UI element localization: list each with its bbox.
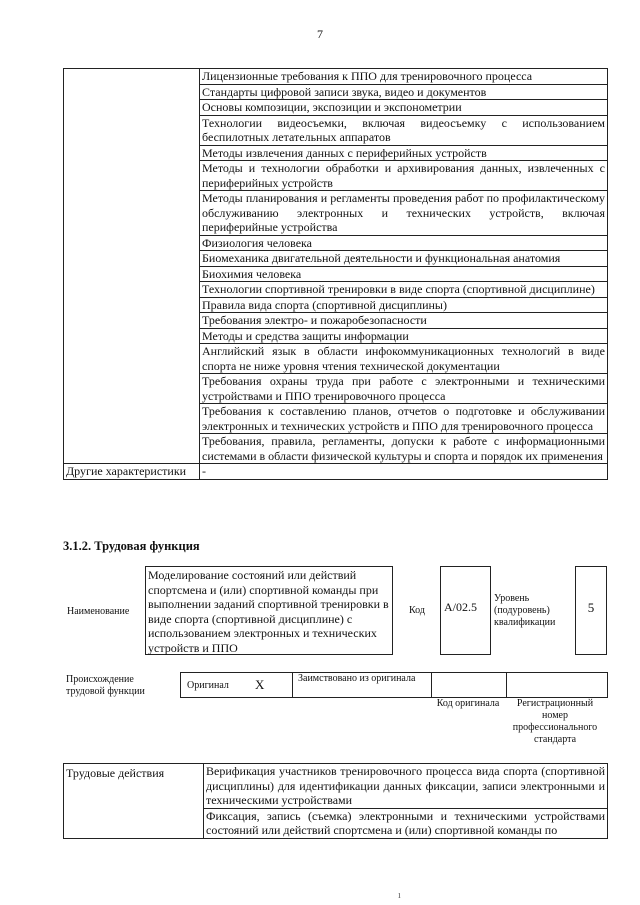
reg-number-label: Регистрационный номер профессионального стандарта <box>512 698 598 745</box>
knowledge-item: Физиология человека <box>200 235 608 251</box>
code-original-cell <box>432 673 507 697</box>
scan-mark: ı <box>398 890 401 901</box>
other-characteristics-value: - <box>200 464 608 480</box>
section-heading: 3.1.2. Трудовая функция <box>63 539 200 553</box>
code-box: А/02.5 <box>440 566 491 655</box>
knowledge-item: Технологии спортивной тренировки в виде спорта (спортивной дисциплине) <box>200 282 608 298</box>
knowledge-item: Методы извлечения данных с периферийных устройств <box>200 145 608 161</box>
knowledge-item: Методы и технологии обработки и архивирования данных, извлеченных с периферийных устройств <box>200 161 608 191</box>
borrowed-label: Заимствовано из оригинала <box>298 673 416 684</box>
knowledge-item: Правила вида спорта (спортивной дисциплины) <box>200 297 608 313</box>
knowledge-item: Требования электро- и пожаробезопасности <box>200 313 608 329</box>
knowledge-item: Стандарты цифровой записи звука, видео и документов <box>200 84 608 100</box>
knowledge-item: Биохимия человека <box>200 266 608 282</box>
original-label: Оригинал <box>187 680 229 691</box>
original-mark: Х <box>255 677 265 692</box>
knowledge-item: Технологии видеосъемки, включая видеосъемку с использованием беспилотных летательных аппаратов <box>200 115 608 145</box>
knowledge-item: Основы композиции, экспозиции и экспонометрии <box>200 100 608 116</box>
labor-action-item: Верификация участников тренировочного процесса вида спорта (спортивной дисциплины) для идентификации данных фиксации, записи электронными и техническими устройствами <box>204 764 608 809</box>
qualification-level-label: Уровень (подуровень) квалификации <box>494 593 556 628</box>
qualification-level-box: 5 <box>575 566 607 655</box>
knowledge-item: Методы и средства защиты информации <box>200 328 608 344</box>
labor-actions-table <box>63 763 608 839</box>
other-characteristics-label: Другие характеристики <box>64 464 200 480</box>
function-name-label: Наименование <box>67 606 130 617</box>
knowledge-item: Биомеханика двигательной деятельности и функциональная анатомия <box>200 251 608 267</box>
origin-row <box>180 672 608 698</box>
function-name-box: Моделирование состояний или действий спортсмена и (или) спортивной команды при выполнении заданий спортивной тренировки в виде спорта (спортивной дисциплине) с использованием электронных и технических устройств и ППО <box>145 566 393 655</box>
origin-label: Происхождение трудовой функции <box>66 674 145 697</box>
knowledge-item: Требования, правила, регламенты, допуски к работе с информационными системами в области физической культуры и спорта и порядок их применения <box>200 434 608 464</box>
table-row <box>64 464 608 480</box>
borrowed-cell <box>293 673 432 697</box>
labor-action-item: Фиксация, запись (съемка) электронными и техническими устройствами состояний или действий спортсмена и (или) спортивной команды по <box>204 808 608 838</box>
labor-actions-label: Трудовые действия <box>64 764 204 839</box>
original-cell <box>181 673 293 697</box>
code-original-label: Код оригинала <box>436 698 500 709</box>
table-row <box>64 764 608 809</box>
table-row <box>64 69 608 85</box>
knowledge-item: Лицензионные требования к ППО для тренировочного процесса <box>200 69 608 85</box>
knowledge-item: Требования охраны труда при работе с электронными и техническими устройствами и ППО тренировочного процесса <box>200 374 608 404</box>
knowledge-item: Требования к составлению планов, отчетов о подготовке и обслуживании электронных и технических устройств и ППО для тренировочного процесса <box>200 404 608 434</box>
knowledge-item: Английский язык в области инфокоммуникационных технологий в виде спорта не ниже уровня чтения технической документации <box>200 344 608 374</box>
code-label: Код <box>409 605 425 616</box>
page-number: 7 <box>317 27 323 41</box>
knowledge-item: Методы планирования и регламенты проведения работ по профилактическому обслуживанию электронных и технических устройств, включая периферийные устройства <box>200 191 608 236</box>
knowledge-label-cell <box>64 69 200 464</box>
knowledge-table <box>63 68 608 480</box>
